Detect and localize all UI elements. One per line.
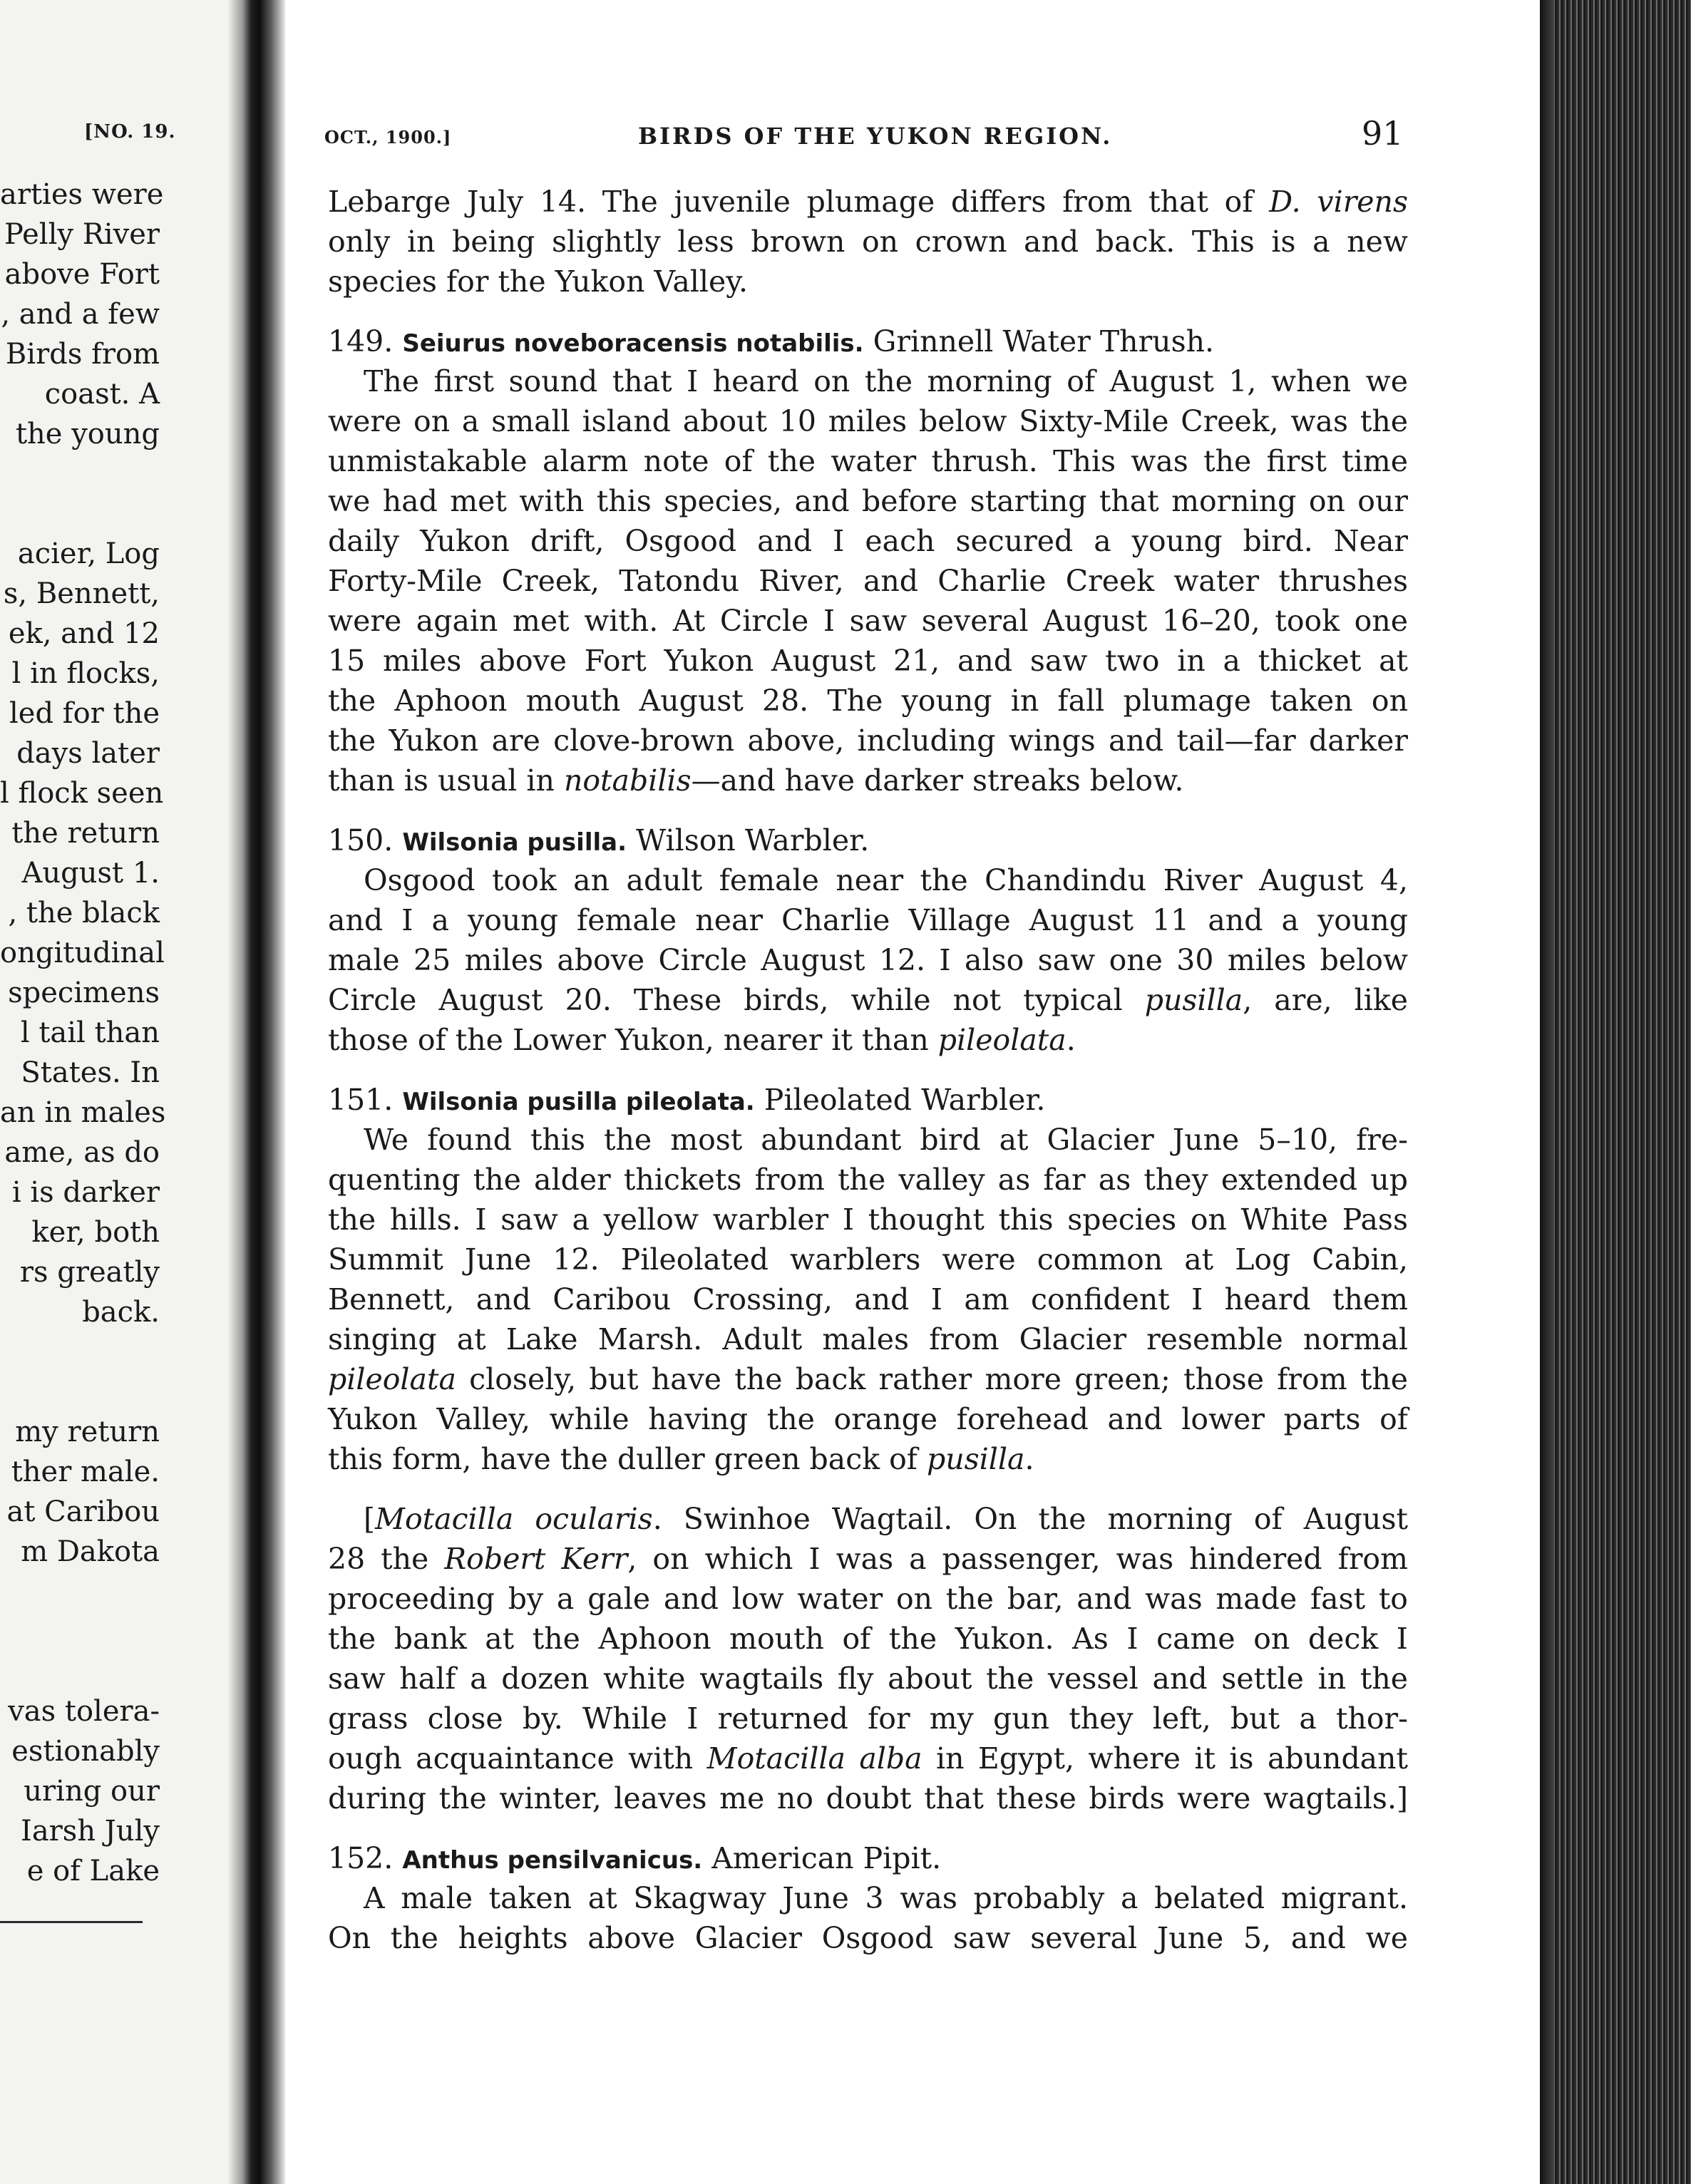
text-line: 15 miles above Fort Yukon August 21, and saw two in a thicket at xyxy=(328,644,1408,678)
left-page-line: ek, and 12 xyxy=(8,617,160,650)
species-heading-152: 152. Anthus pensilvanicus. American Pipit. xyxy=(328,1841,942,1875)
left-page-line: back. xyxy=(82,1296,160,1329)
text-line: ough acquaintance with Motacilla alba in Egypt, where it is abundant xyxy=(328,1741,1409,1776)
text-line: male 25 miles above Circle August 12. I also saw one 30 miles below xyxy=(328,943,1408,977)
text-line: the bank at the Aphoon mouth of the Yukon. As I came on deck I xyxy=(328,1622,1408,1656)
left-page-line: ame, as do xyxy=(4,1136,160,1169)
left-page-line xyxy=(0,1652,160,1691)
species-heading-151: 151. Wilsonia pusilla pileolata. Pileolated Warbler. xyxy=(328,1083,1046,1117)
book-gutter xyxy=(228,0,285,2184)
left-page-line: Pelly River xyxy=(4,218,160,251)
running-head-date: OCT., 1900.] xyxy=(324,127,452,148)
left-facing-page xyxy=(0,0,228,2184)
text-line: the Yukon are clove-brown above, including wings and tail—far darker xyxy=(328,723,1408,758)
text-line: were on a small island about 10 miles below Sixty-Mile Creek, was the xyxy=(328,404,1408,438)
left-page-line: coast. A xyxy=(44,378,160,411)
left-page-line xyxy=(0,1372,160,1412)
text-line: 28 the Robert Kerr, on which I was a passenger, was hindered from xyxy=(328,1542,1408,1576)
text-line: [Motacilla ocularis. Swinhoe Wagtail. On the morning of August xyxy=(364,1502,1408,1536)
page-edge-leaves xyxy=(1540,0,1691,2184)
left-page-line: ongitudinal xyxy=(0,937,165,969)
text-line: only in being slightly less brown on crown and back. This is a new xyxy=(328,225,1408,259)
text-line: this form, have the duller green back of pusilla. xyxy=(328,1442,1034,1476)
text-line: Lebarge July 14. The juvenile plumage differs from that of D. virens xyxy=(328,185,1408,219)
species-heading-150: 150. Wilsonia pusilla. Wilson Warbler. xyxy=(328,823,870,857)
left-page-line: s, Bennett, xyxy=(3,577,160,610)
left-page-line: the young xyxy=(15,418,160,450)
text-line: grass close by. While I returned for my gun they left, but a thor- xyxy=(328,1701,1408,1736)
text-line: unmistakable alarm note of the water thrush. This was the first time xyxy=(328,444,1408,478)
left-page-line: arties were xyxy=(0,178,164,211)
text-line: Bennett, and Caribou Crossing, and I am confident I heard them xyxy=(328,1282,1408,1317)
text-line: singing at Lake Marsh. Adult males from Glacier resemble normal xyxy=(328,1322,1408,1356)
left-page-line xyxy=(0,1572,160,1612)
species-heading-149: 149. Seiurus noveboracensis notabilis. Grinnell Water Thrush. xyxy=(328,324,1215,359)
left-page-line: specimens xyxy=(8,977,160,1009)
left-page-line: l flock seen xyxy=(0,777,164,810)
left-page-line: ker, both xyxy=(31,1216,160,1249)
text-line: the Aphoon mouth August 28. The young in fall plumage taken on xyxy=(328,684,1408,718)
left-page-line: estionably xyxy=(11,1735,160,1768)
left-page-line xyxy=(0,454,160,494)
left-page-rule xyxy=(0,1921,143,1923)
left-page-line: my return xyxy=(15,1416,160,1448)
running-head-title: BIRDS OF THE YUKON REGION. xyxy=(638,123,1113,150)
text-line: Circle August 20. These birds, while not typical pusilla, are, like xyxy=(328,983,1408,1017)
left-page-header: [NO. 19. xyxy=(84,121,176,143)
left-page-line: led for the xyxy=(9,697,160,730)
text-line: were again met with. At Circle I saw several August 16–20, took one xyxy=(328,604,1408,638)
page-number: 91 xyxy=(1362,114,1404,153)
text-line: during the winter, leaves me no doubt that these birds were wagtails.] xyxy=(328,1781,1408,1815)
left-page-line: an in males xyxy=(0,1096,166,1129)
text-line: and I a young female near Charlie Village August 11 and a young xyxy=(328,903,1408,937)
text-line: quenting the alder thickets from the valley as far as they extended up xyxy=(328,1163,1408,1197)
running-head xyxy=(324,114,1429,157)
left-page-line xyxy=(0,494,160,534)
left-page-line: , the black xyxy=(8,897,160,929)
left-page-line: i is darker xyxy=(11,1176,160,1209)
left-page-line: the return xyxy=(11,817,160,850)
text-line: than is usual in notabilis—and have darker streaks below. xyxy=(328,763,1184,798)
left-page-line: m Dakota xyxy=(21,1535,160,1568)
text-line: species for the Yukon Valley. xyxy=(328,264,749,299)
left-page-line: August 1. xyxy=(21,857,160,890)
text-line: A male taken at Skagway June 3 was probably a belated migrant. xyxy=(364,1881,1408,1915)
text-line: those of the Lower Yukon, nearer it than pileolata. xyxy=(328,1023,1076,1057)
text-line: pileolata closely, but have the back rather more green; those from the xyxy=(328,1362,1408,1396)
left-page-line: Iarsh July xyxy=(21,1815,160,1848)
right-page xyxy=(285,0,1540,2184)
left-page-line: rs greatly xyxy=(19,1256,160,1289)
text-line: The first sound that I heard on the morning of August 1, when we xyxy=(364,364,1408,398)
text-line: We found this the most abundant bird at Glacier June 5–10, fre- xyxy=(364,1123,1408,1157)
text-line: Osgood took an adult female near the Chandindu River August 4, xyxy=(364,863,1408,897)
left-page-line: States. In xyxy=(21,1056,160,1089)
page-edge-shadow xyxy=(1540,0,1554,2184)
text-line: the hills. I saw a yellow warbler I thought this species on White Pass xyxy=(328,1202,1408,1237)
left-page-line: days later xyxy=(16,737,160,770)
text-line: we had met with this species, and before starting that morning on our xyxy=(328,484,1408,518)
left-page-line: e of Lake xyxy=(26,1855,160,1887)
text-line: Summit June 12. Pileolated warblers were common at Log Cabin, xyxy=(328,1242,1408,1277)
left-page-text xyxy=(0,175,166,1891)
left-page-line: l in flocks, xyxy=(11,657,160,690)
left-page-line: vas tolera- xyxy=(8,1695,160,1728)
left-page-line: l tail than xyxy=(20,1016,160,1049)
left-page-line: , and a few xyxy=(1,298,160,331)
text-line: On the heights above Glacier Osgood saw several June 5, and we xyxy=(328,1921,1408,1955)
text-line: Forty-Mile Creek, Tatondu River, and Charlie Creek water thrushes xyxy=(328,564,1408,598)
left-page-line: ther male. xyxy=(11,1456,160,1488)
text-line: daily Yukon drift, Osgood and I each secured a young bird. Near xyxy=(328,524,1408,558)
left-page-line xyxy=(0,1612,160,1652)
text-line: saw half a dozen white wagtails fly about the vessel and settle in the xyxy=(328,1662,1408,1696)
left-page-line: Birds from xyxy=(5,338,160,371)
left-page-line: above Fort xyxy=(4,258,160,291)
text-line: Yukon Valley, while having the orange forehead and lower parts of xyxy=(328,1402,1408,1436)
body-text xyxy=(328,182,1408,1958)
left-page-line: acier, Log xyxy=(17,537,160,570)
left-page-line: at Caribou xyxy=(6,1495,160,1528)
text-line: proceeding by a gale and low water on the bar, and was made fast to xyxy=(328,1582,1408,1616)
left-page-line: uring our xyxy=(24,1775,160,1808)
left-page-line xyxy=(0,1332,160,1372)
